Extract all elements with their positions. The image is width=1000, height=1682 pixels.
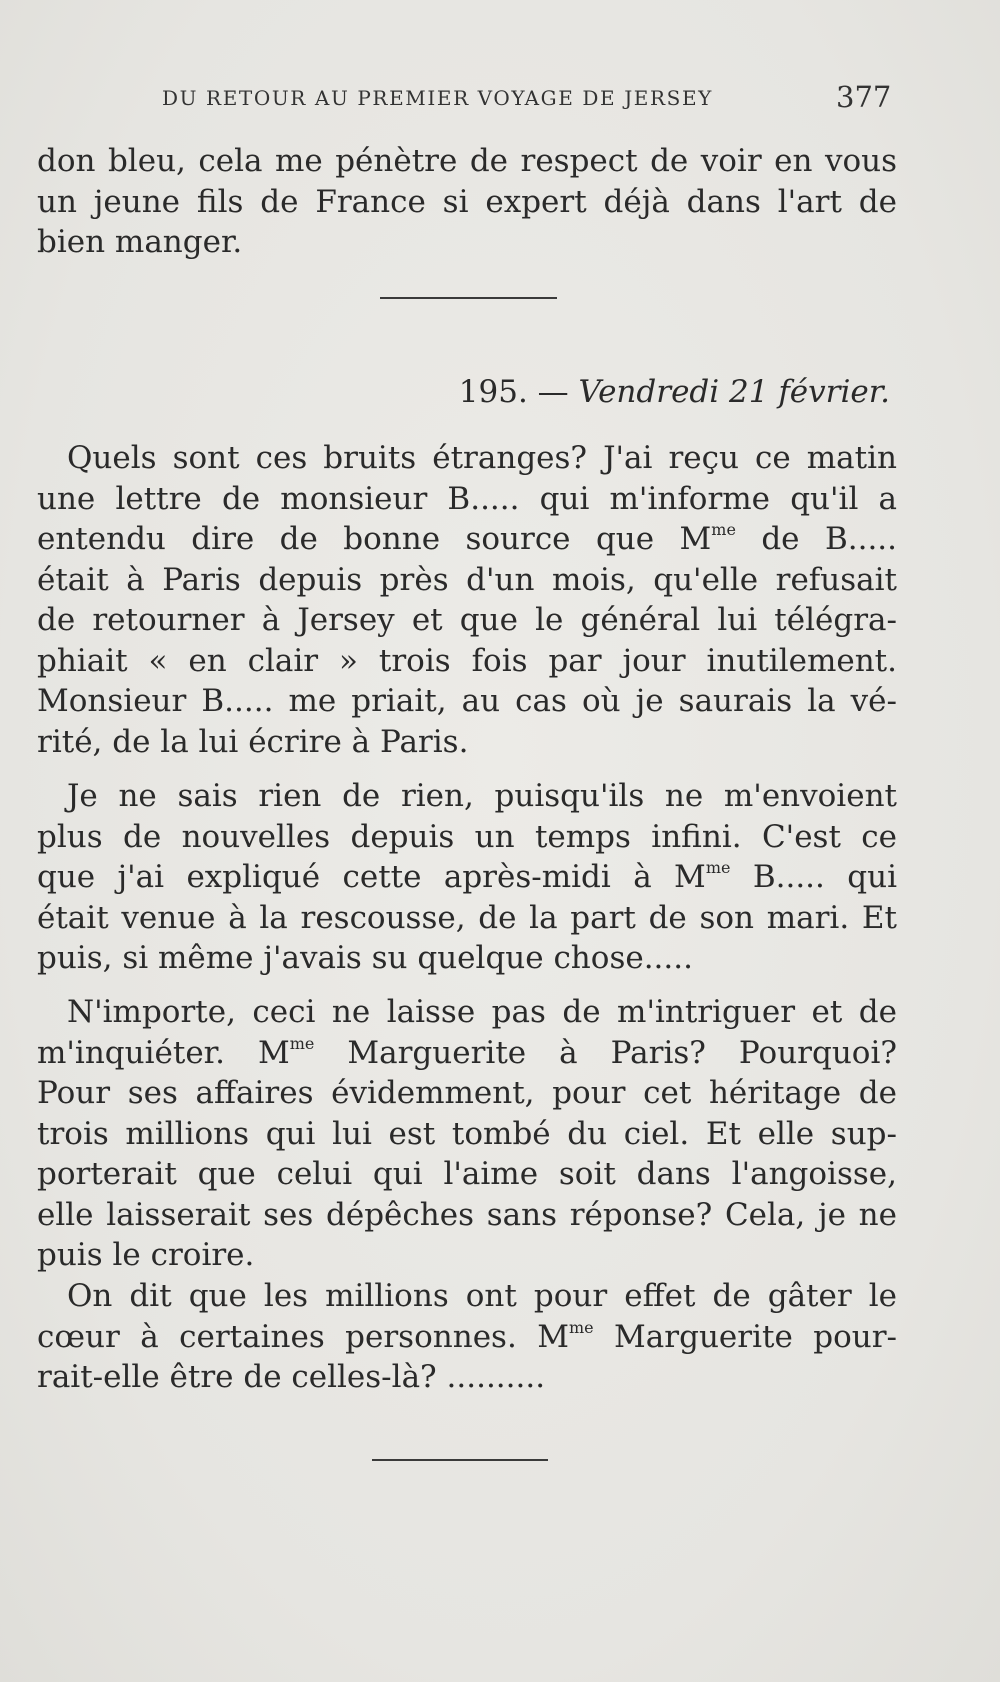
paragraph-4 [37,1276,897,1398]
text-line: Quels sont ces bruits étranges? J'ai reçu ce matin [67,440,897,476]
text-line: que j'ai expliqué cette après-midi à $M^{me}$ B..... qui [37,858,898,895]
text-line: plus de nouvelles depuis un temps infini. C'est ce [37,818,897,855]
text-line: Je ne sais rien de rien, puisqu'ils ne m'envoient [67,778,897,814]
text-line: Monsieur B..... me priait, au cas où je saurais la vé- [37,683,897,719]
entry-number: 195. — [458,374,569,410]
text-line: rité, de la lui écrire à Paris. [37,723,469,760]
text-line: une lettre de monsieur B..... qui m'informe qu'il a [37,480,897,517]
text-line: bien manger. [37,224,243,260]
text-line: de retourner à Jersey et que le général lui télégra- [37,602,897,638]
entry-date: Vendredi 21 février. [578,374,890,410]
text-line: phiait « en clair » trois fois par jour inutilement. [37,642,897,679]
text-line: m'inquiéter. $M^{me}$ Marguerite à Paris? Pourquoi? [37,1033,897,1071]
text-line: elle laisserait ses dépêches sans réponse? Cela, je ne [37,1196,897,1233]
text-line: entendu dire de bonne source que $M^{me}$ de B..... [37,520,898,557]
entry-heading [459,374,890,410]
section-divider [380,297,557,299]
end-divider [372,1459,548,1461]
text-line: N'importe, ceci ne laisse pas de m'intriguer et de [67,994,897,1030]
text-line: puis, si même j'avais su quelque chose..... [37,940,693,976]
paragraph-1 [37,438,897,762]
page-number: 377 [836,80,892,114]
text-line: trois millions qui lui est tombé du ciel. Et elle sup- [37,1115,897,1152]
text-line: On dit que les millions ont pour effet de gâter le [67,1278,897,1314]
paragraph-2 [37,776,897,979]
text-line: était venue à la rescousse, de la part de son mari. Et [37,899,897,936]
opening-paragraph [37,141,897,263]
text-line: cœur à certaines personnes. $M^{me}$ Marguerite pour- [37,1317,897,1355]
text-line: puis le croire. [37,1237,255,1273]
text-line: était à Paris depuis près d'un mois, qu'elle refusait [37,561,897,598]
text-line: un jeune fils de France si expert déjà dans l'art de [37,183,897,220]
paragraph-3 [37,992,897,1276]
text-line: porterait que celui qui l'aime soit dans l'angoisse, [37,1156,897,1192]
text-line: don bleu, cela me pénètre de respect de voir en vous [37,143,897,179]
running-title: DU RETOUR AU PREMIER VOYAGE DE JERSEY [162,86,713,110]
text-line: rait-elle être de celles-là? .......... [37,1359,546,1395]
text-line: Pour ses affaires évidemment, pour cet héritage de [37,1075,897,1111]
